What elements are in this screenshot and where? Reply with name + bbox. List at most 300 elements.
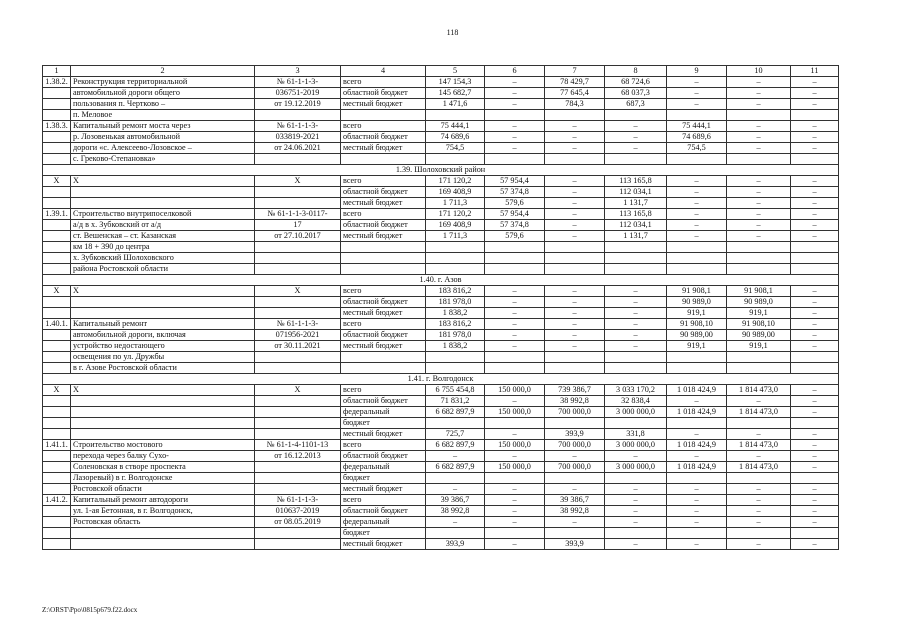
table-row [43, 517, 839, 528]
table-row [43, 352, 839, 363]
amount-cell: – [485, 341, 545, 352]
amount-cell: 77 645,4 [545, 88, 605, 99]
contract-number [255, 484, 341, 495]
amount-cell [791, 418, 839, 429]
amount-cell: – [667, 198, 727, 209]
amount-cell: – [605, 506, 667, 517]
contract-number [255, 242, 341, 253]
amount-cell: 113 165,8 [605, 209, 667, 220]
amount-cell [667, 473, 727, 484]
object-name: района Ростовской области [71, 264, 255, 275]
amount-cell: – [791, 429, 839, 440]
contract-number: от 16.12.2013 [255, 451, 341, 462]
amount-cell: 754,5 [426, 143, 485, 154]
amount-cell: – [791, 99, 839, 110]
amount-cell: 1 814 473,0 [727, 462, 791, 473]
amount-cell [485, 528, 545, 539]
funding-source: федеральный [341, 462, 426, 473]
amount-cell: – [791, 297, 839, 308]
amount-cell: – [791, 407, 839, 418]
amount-cell [605, 253, 667, 264]
amount-cell: – [485, 319, 545, 330]
contract-number: Х [255, 176, 341, 187]
amount-cell [791, 110, 839, 121]
amount-cell: – [727, 187, 791, 198]
amount-cell: – [727, 231, 791, 242]
amount-cell: 169 408,9 [426, 187, 485, 198]
object-name: автомобильной дороги, включая [71, 330, 255, 341]
amount-cell: 181 978,0 [426, 330, 485, 341]
column-header: 6 [485, 66, 545, 77]
amount-cell: 75 444,1 [426, 121, 485, 132]
amount-cell: 57 374,8 [485, 187, 545, 198]
object-name [71, 297, 255, 308]
amount-cell: – [727, 143, 791, 154]
amount-cell: – [667, 187, 727, 198]
contract-number [255, 363, 341, 374]
amount-cell [426, 418, 485, 429]
amount-cell [727, 264, 791, 275]
amount-cell: 6 682 897,9 [426, 407, 485, 418]
amount-cell: – [545, 209, 605, 220]
amount-cell: – [485, 121, 545, 132]
section-title: 1.40. г. Азов [43, 275, 839, 286]
amount-cell: 3 000 000,0 [605, 407, 667, 418]
amount-cell [667, 264, 727, 275]
object-name: Капитальный ремонт моста через [71, 121, 255, 132]
object-name [71, 407, 255, 418]
amount-cell [791, 253, 839, 264]
table-row [43, 154, 839, 165]
contract-number: от 08.05.2019 [255, 517, 341, 528]
amount-cell [667, 110, 727, 121]
object-name: Соленовская в створе проспекта [71, 462, 255, 473]
contract-number: № 61-1-4-1101-13 [255, 440, 341, 451]
row-number: 1.41.2. [43, 495, 71, 506]
amount-cell: – [791, 484, 839, 495]
contract-number: от 24.06.2021 [255, 143, 341, 154]
amount-cell: 68 724,6 [605, 77, 667, 88]
amount-cell: – [426, 517, 485, 528]
table-row [43, 495, 839, 506]
object-name: п. Меловое [71, 110, 255, 121]
amount-cell [667, 363, 727, 374]
funding-source: всего [341, 286, 426, 297]
amount-cell: – [605, 484, 667, 495]
amount-cell: 150 000,0 [485, 440, 545, 451]
funding-source: всего [341, 440, 426, 451]
row-number [43, 341, 71, 352]
contract-number: 036751-2019 [255, 88, 341, 99]
object-name: ул. 1-ая Бетонная, в г. Волгодонск, [71, 506, 255, 517]
funding-source: местный бюджет [341, 231, 426, 242]
contract-number [255, 407, 341, 418]
amount-cell: 91 908,10 [727, 319, 791, 330]
amount-cell: 38 992,8 [545, 396, 605, 407]
amount-cell: 919,1 [667, 341, 727, 352]
amount-cell [727, 363, 791, 374]
amount-cell [545, 363, 605, 374]
amount-cell [791, 264, 839, 275]
object-name: дороги «с. Алексеево-Лозовское – [71, 143, 255, 154]
amount-cell [426, 473, 485, 484]
table-row [43, 451, 839, 462]
amount-cell: – [727, 506, 791, 517]
row-number [43, 308, 71, 319]
amount-cell: 150 000,0 [485, 385, 545, 396]
amount-cell [485, 473, 545, 484]
row-number: Х [43, 385, 71, 396]
row-number [43, 231, 71, 242]
amount-cell: 1 814 473,0 [727, 407, 791, 418]
contract-number: № 61-1-1-3- [255, 319, 341, 330]
amount-cell [545, 242, 605, 253]
amount-cell: – [545, 319, 605, 330]
column-header: 3 [255, 66, 341, 77]
amount-cell [545, 352, 605, 363]
amount-cell: – [791, 440, 839, 451]
amount-cell: – [727, 88, 791, 99]
amount-cell [727, 418, 791, 429]
object-name: х. Зубковский Шолоховского [71, 253, 255, 264]
row-number [43, 220, 71, 231]
section-row [43, 374, 839, 385]
amount-cell: – [485, 451, 545, 462]
contract-number [255, 198, 341, 209]
amount-cell: 579,6 [485, 198, 545, 209]
amount-cell: – [605, 539, 667, 550]
column-header-row [43, 66, 839, 77]
row-number [43, 253, 71, 264]
amount-cell: – [727, 517, 791, 528]
table-row [43, 484, 839, 495]
object-name: Х [71, 286, 255, 297]
amount-cell: 90 989,0 [667, 297, 727, 308]
table-row [43, 407, 839, 418]
amount-cell: – [667, 506, 727, 517]
table-row [43, 242, 839, 253]
funding-source: бюджет [341, 418, 426, 429]
funding-source: местный бюджет [341, 484, 426, 495]
amount-cell: – [791, 132, 839, 143]
funding-source: областной бюджет [341, 220, 426, 231]
amount-cell [667, 352, 727, 363]
row-number [43, 154, 71, 165]
table-row [43, 264, 839, 275]
amount-cell: 1 471,6 [426, 99, 485, 110]
amount-cell: – [545, 176, 605, 187]
amount-cell: – [667, 451, 727, 462]
row-number [43, 143, 71, 154]
amount-cell: – [667, 539, 727, 550]
amount-cell: 183 816,2 [426, 286, 485, 297]
table-row [43, 418, 839, 429]
object-name: Х [71, 176, 255, 187]
row-number [43, 517, 71, 528]
row-number [43, 110, 71, 121]
amount-cell [791, 473, 839, 484]
amount-cell: – [605, 319, 667, 330]
section-title: 1.41. г. Волгодонск [43, 374, 839, 385]
contract-number [255, 154, 341, 165]
amount-cell: – [545, 341, 605, 352]
amount-cell [485, 253, 545, 264]
table-row [43, 473, 839, 484]
amount-cell: – [545, 187, 605, 198]
amount-cell [485, 242, 545, 253]
amount-cell: – [605, 121, 667, 132]
funding-source: местный бюджет [341, 341, 426, 352]
object-name: р. Лозовенькая автомобильной [71, 132, 255, 143]
contract-number: 17 [255, 220, 341, 231]
amount-cell: – [545, 220, 605, 231]
amount-cell: – [667, 176, 727, 187]
table-row [43, 363, 839, 374]
amount-cell [426, 242, 485, 253]
amount-cell: – [545, 143, 605, 154]
amount-cell [426, 264, 485, 275]
amount-cell: 145 682,7 [426, 88, 485, 99]
row-number [43, 484, 71, 495]
object-name: Х [71, 385, 255, 396]
amount-cell: – [791, 198, 839, 209]
amount-cell: 6 755 454,8 [426, 385, 485, 396]
amount-cell: 169 408,9 [426, 220, 485, 231]
contract-number [255, 396, 341, 407]
column-header: 7 [545, 66, 605, 77]
amount-cell: 90 989,00 [667, 330, 727, 341]
row-number: 1.39.1. [43, 209, 71, 220]
amount-cell [791, 154, 839, 165]
amount-cell: – [791, 220, 839, 231]
object-name: пользования п. Чертково – [71, 99, 255, 110]
amount-cell [667, 242, 727, 253]
amount-cell: 91 908,1 [667, 286, 727, 297]
contract-number [255, 429, 341, 440]
funding-source: федеральный [341, 407, 426, 418]
amount-cell: 1 711,3 [426, 198, 485, 209]
contract-number [255, 473, 341, 484]
object-name: Строительство внутрипоселковой [71, 209, 255, 220]
amount-cell: 393,9 [426, 539, 485, 550]
amount-cell: 725,7 [426, 429, 485, 440]
object-name: Капитальный ремонт [71, 319, 255, 330]
row-number [43, 473, 71, 484]
amount-cell: – [426, 484, 485, 495]
row-number [43, 451, 71, 462]
table-row [43, 88, 839, 99]
amount-cell: – [545, 484, 605, 495]
table-row [43, 77, 839, 88]
amount-cell: – [605, 308, 667, 319]
contract-number: № 61-1-1-3- [255, 77, 341, 88]
amount-cell [727, 110, 791, 121]
funding-source [341, 110, 426, 121]
amount-cell: 6 682 897,9 [426, 462, 485, 473]
table-row [43, 462, 839, 473]
amount-cell: – [791, 506, 839, 517]
table-row [43, 132, 839, 143]
object-name: Ростовской области [71, 484, 255, 495]
funding-source: бюджет [341, 473, 426, 484]
object-name: Лазоревый) в г. Волгодонске [71, 473, 255, 484]
amount-cell [545, 264, 605, 275]
amount-cell: – [791, 209, 839, 220]
amount-cell: 113 165,8 [605, 176, 667, 187]
amount-cell: – [727, 539, 791, 550]
amount-cell: 90 989,00 [727, 330, 791, 341]
amount-cell: – [727, 484, 791, 495]
amount-cell [727, 528, 791, 539]
amount-cell [426, 253, 485, 264]
amount-cell: 700 000,0 [545, 462, 605, 473]
amount-cell [426, 528, 485, 539]
amount-cell [605, 473, 667, 484]
row-number [43, 539, 71, 550]
amount-cell: 112 034,1 [605, 187, 667, 198]
amount-cell: 74 689,6 [667, 132, 727, 143]
contract-number [255, 253, 341, 264]
amount-cell: 71 831,2 [426, 396, 485, 407]
amount-cell: – [727, 99, 791, 110]
amount-cell: – [667, 88, 727, 99]
amount-cell: 687,3 [605, 99, 667, 110]
footer-file-path: Z:\ORST\Ppo\0815p679.f22.docx [42, 606, 138, 614]
amount-cell: 91 908,1 [727, 286, 791, 297]
funding-source: местный бюджет [341, 429, 426, 440]
amount-cell: – [667, 77, 727, 88]
amount-cell [605, 242, 667, 253]
amount-cell [605, 418, 667, 429]
table-row [43, 286, 839, 297]
object-name: ст. Вешенская – ст. Казанская [71, 231, 255, 242]
amount-cell: 78 429,7 [545, 77, 605, 88]
object-name [71, 528, 255, 539]
contract-number [255, 352, 341, 363]
amount-cell: – [485, 506, 545, 517]
amount-cell [605, 352, 667, 363]
amount-cell: – [727, 451, 791, 462]
amount-cell [545, 154, 605, 165]
amount-cell: – [791, 77, 839, 88]
amount-cell [727, 242, 791, 253]
amount-cell: 57 954,4 [485, 176, 545, 187]
amount-cell: 75 444,1 [667, 121, 727, 132]
row-number [43, 429, 71, 440]
amount-cell: – [791, 143, 839, 154]
row-number: 1.38.2. [43, 77, 71, 88]
amount-cell: 183 816,2 [426, 319, 485, 330]
amount-cell: 739 386,7 [545, 385, 605, 396]
column-header: 1 [43, 66, 71, 77]
contract-number: № 61-1-1-3- [255, 121, 341, 132]
table-row [43, 506, 839, 517]
amount-cell: – [485, 330, 545, 341]
amount-cell: – [485, 132, 545, 143]
row-number [43, 132, 71, 143]
amount-cell: 38 992,8 [426, 506, 485, 517]
amount-cell: – [791, 187, 839, 198]
amount-cell: 112 034,1 [605, 220, 667, 231]
amount-cell [605, 110, 667, 121]
amount-cell: 393,9 [545, 539, 605, 550]
funding-source: областной бюджет [341, 297, 426, 308]
amount-cell [545, 528, 605, 539]
row-number [43, 352, 71, 363]
amount-cell: 57 374,8 [485, 220, 545, 231]
column-header: 2 [71, 66, 255, 77]
amount-cell: 331,8 [605, 429, 667, 440]
row-number [43, 462, 71, 473]
amount-cell: – [791, 121, 839, 132]
funding-source: всего [341, 209, 426, 220]
amount-cell: 1 018 424,9 [667, 407, 727, 418]
amount-cell: 1 018 424,9 [667, 440, 727, 451]
contract-number [255, 297, 341, 308]
object-name [71, 198, 255, 209]
amount-cell: – [791, 308, 839, 319]
amount-cell: – [667, 220, 727, 231]
amount-cell [605, 264, 667, 275]
amount-cell [727, 473, 791, 484]
row-number [43, 528, 71, 539]
amount-cell [426, 154, 485, 165]
amount-cell: – [545, 451, 605, 462]
column-header: 4 [341, 66, 426, 77]
amount-cell: 3 000 000,0 [605, 440, 667, 451]
amount-cell: 579,6 [485, 231, 545, 242]
row-number: 1.40.1. [43, 319, 71, 330]
amount-cell: – [545, 231, 605, 242]
amount-cell: 1 814 473,0 [727, 385, 791, 396]
amount-cell: – [605, 143, 667, 154]
amount-cell: 1 711,3 [426, 231, 485, 242]
amount-cell: – [727, 176, 791, 187]
amount-cell: – [791, 462, 839, 473]
amount-cell [545, 110, 605, 121]
table-row [43, 187, 839, 198]
contract-number [255, 187, 341, 198]
table-row [43, 110, 839, 121]
contract-number: № 61-1-1-3-0117- [255, 209, 341, 220]
amount-cell: – [485, 539, 545, 550]
funding-source [341, 264, 426, 275]
contract-number [255, 308, 341, 319]
amount-cell: 38 992,8 [545, 506, 605, 517]
amount-cell: – [485, 99, 545, 110]
amount-cell: – [605, 330, 667, 341]
object-name: освещения по ул. Дружбы [71, 352, 255, 363]
amount-cell: 1 838,2 [426, 308, 485, 319]
amount-cell: 57 954,4 [485, 209, 545, 220]
amount-cell: 919,1 [727, 341, 791, 352]
contract-number: Х [255, 385, 341, 396]
amount-cell [485, 154, 545, 165]
table-row [43, 385, 839, 396]
amount-cell: – [545, 286, 605, 297]
amount-cell: – [727, 121, 791, 132]
amount-cell: 39 386,7 [426, 495, 485, 506]
table-row [43, 440, 839, 451]
amount-cell: – [791, 539, 839, 550]
contract-number [255, 462, 341, 473]
amount-cell: – [791, 451, 839, 462]
column-header: 9 [667, 66, 727, 77]
amount-cell [426, 352, 485, 363]
row-number: Х [43, 286, 71, 297]
amount-cell: – [791, 88, 839, 99]
table-row [43, 231, 839, 242]
